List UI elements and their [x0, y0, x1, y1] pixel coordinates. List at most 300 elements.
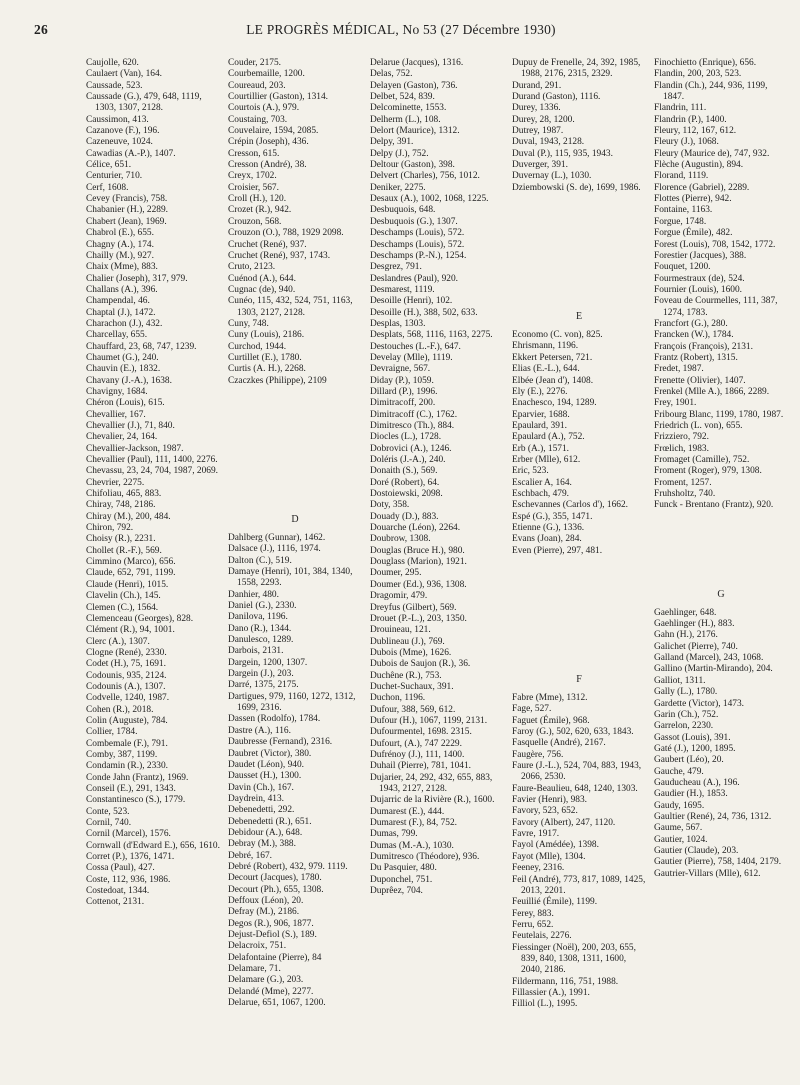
index-entry: Clavelin (Ch.), 145.	[86, 591, 161, 602]
index-entry: Debidour (A.), 648.	[228, 827, 303, 838]
index-entry: Deschamps (P.-N.), 1254.	[370, 250, 467, 261]
index-entry: Courbemaille, 1200.	[228, 69, 305, 80]
index-entry: Daubret (Victor), 380.	[228, 748, 312, 759]
index-entry: Duprêez, 704.	[370, 886, 423, 897]
index-entry: Dufour, 388, 569, 612.	[370, 704, 456, 715]
index-entry: Fribourg Blanc, 1199, 1780, 1987.	[654, 409, 784, 420]
index-entry: Delarue (Jacques), 1316.	[370, 58, 464, 68]
index-entry: Doumer, 295.	[370, 568, 422, 579]
index-entry: Delas, 752.	[370, 69, 413, 80]
index-entry: Friedrich (L. von), 655.	[654, 421, 743, 431]
index-column-4	[512, 58, 646, 1011]
index-entry: Faure-Beaulieu, 648, 1240, 1303.	[512, 783, 638, 794]
index-entry: Doumer (Ed.), 936, 1308.	[370, 579, 467, 590]
index-entry: Foveau de Courmelles, 111, 387, 1274, 1783.	[654, 296, 778, 318]
index-entry: Diocles (L.), 1728.	[370, 432, 442, 443]
index-entry: Chevallier (J.), 71, 840.	[86, 421, 175, 431]
index-entry: Doléris (J.-A.), 240.	[370, 455, 446, 466]
index-entry: Cimmino (Marco), 656.	[86, 557, 176, 568]
index-entry: Flandin (Ch.), 244, 936, 1199, 1847.	[654, 80, 768, 103]
index-entry: Chéron (Louis), 615.	[86, 398, 165, 409]
index-entry: Dano (R.), 1344.	[228, 623, 292, 634]
index-entry: Francfort (G.), 280.	[654, 318, 728, 329]
index-entry: Flèche (Augustin), 894.	[654, 160, 744, 171]
index-entry: Flandin, 200, 203, 523.	[654, 69, 742, 80]
index-entry: Daudet (Léon), 940.	[228, 759, 305, 770]
index-entry: Desoille (H.), 388, 502, 633.	[370, 307, 478, 318]
index-entry: Dimitracoff (C.), 1762.	[370, 409, 458, 420]
index-entry: Dimitracoff, 200.	[370, 398, 436, 409]
index-entry: Conte, 523.	[86, 806, 130, 817]
index-entry: Delayen (Gaston), 736.	[370, 80, 458, 91]
index-entry: Desbuquois (G.), 1307.	[370, 216, 458, 227]
index-entry: Douarche (Léon), 2264.	[370, 523, 461, 534]
index-entry: Cugnac (de), 940.	[228, 284, 296, 295]
index-entry: Fage, 527.	[512, 704, 552, 715]
index-entry: Dejust-Defiol (S.), 189.	[228, 930, 317, 940]
index-entry: Codvelle, 1240, 1987.	[86, 693, 170, 704]
index-entry: Cornil, 740.	[86, 818, 132, 829]
index-entry: Damaye (Henri), 101, 384, 1340, 1558, 2293.	[228, 567, 353, 589]
index-entry: Erb (A.), 1571.	[512, 443, 570, 454]
index-entry: Durand, 291.	[512, 80, 562, 91]
index-entry: Douady (D.), 883.	[370, 511, 439, 522]
index-entry: Darbois, 2131.	[228, 646, 284, 657]
index-entry: Coustaing, 703.	[228, 114, 288, 125]
index-entry: Decourt (Jacques), 1780.	[228, 873, 322, 884]
index-entry: Dalsace (J.), 1116, 1974.	[228, 544, 321, 555]
index-entry: Charcellay, 655.	[86, 330, 148, 341]
index-entry: Donaith (S.), 569.	[370, 466, 438, 477]
index-entry: Ekkert Petersen, 721.	[512, 352, 593, 363]
index-entry: Dufour (H.), 1067, 1199, 2131.	[370, 715, 488, 726]
index-entry: Gaume, 567.	[654, 823, 703, 834]
index-entry: Frenkel (Mlle A.), 1866, 2289.	[654, 386, 770, 397]
index-entry: Favre, 1917.	[512, 829, 560, 840]
index-entry: Cresson (André), 38.	[228, 160, 307, 171]
index-entry: Centurier, 710.	[86, 171, 143, 182]
index-entry: Escalier A, 164.	[512, 477, 572, 488]
index-entry: Delherm (L.), 108.	[370, 114, 441, 125]
index-entry: Courtois (A.), 979.	[228, 103, 300, 114]
index-entry: Froment (Roger), 979, 1308.	[654, 466, 762, 477]
index-entry: Debray (M.), 388.	[228, 839, 296, 850]
index-entry: Erber (Mlle), 612.	[512, 454, 581, 465]
index-entry: Dufourmentel, 1698. 2315.	[370, 727, 472, 738]
index-entry: Durey, 28, 1200.	[512, 114, 575, 125]
index-entry: Courtillier (Gaston), 1314.	[228, 92, 328, 103]
index-entry: Caujolle, 620.	[86, 58, 139, 68]
index-entry: Duvernay (L.), 1030.	[512, 171, 592, 182]
index-entry: Dragomir, 479.	[370, 591, 428, 602]
index-entry: Delpy (J.), 752.	[370, 148, 429, 159]
index-entry: Comby, 387, 1199.	[86, 749, 158, 760]
index-entry: Crozet (R.), 942.	[228, 205, 292, 216]
index-entry: Ferru, 652.	[512, 919, 554, 930]
index-entry: Du Pasquier, 480.	[370, 863, 437, 874]
index-entry: Fruhsholtz, 740.	[654, 489, 716, 500]
index-entry: Chagny (A.), 174.	[86, 239, 154, 250]
index-entry: Dreyfus (Gilbert), 569.	[370, 602, 457, 613]
index-entry: Caussade (G.), 479, 648, 1119, 1303, 1307, 2128.	[86, 92, 202, 114]
index-entry: Coureaud, 203.	[228, 80, 286, 91]
index-entry: Chevassu, 23, 24, 704, 1987, 2069.	[86, 466, 219, 477]
index-column-3	[370, 58, 504, 897]
index-entry: Chauffard, 23, 68, 747, 1239.	[86, 341, 197, 352]
index-entry: Epaulard (A.), 752.	[512, 432, 585, 443]
index-entry: Chailly (M.), 927.	[86, 250, 154, 261]
index-entry: Clemenceau (Georges), 828.	[86, 613, 194, 624]
index-entry: Etienne (G.), 1336.	[512, 522, 585, 533]
index-entry: Dupuy de Frenelle, 24, 392, 1985, 1988, 2176, 2315, 2329.	[512, 58, 641, 80]
index-entry: Dartigues, 979, 1160, 1272, 1312, 1699, 2316.	[228, 691, 356, 714]
index-entry: Degos (R.), 906, 1877.	[228, 918, 314, 929]
index-entry: Dastre (A.), 116.	[228, 725, 291, 736]
index-entry: Codet (H.), 75, 1691.	[86, 659, 166, 670]
index-entry: Célice, 651.	[86, 160, 132, 171]
index-entry: Dobrovici (A.), 1246.	[370, 443, 452, 454]
index-entry: Gautrier-Villars (Mlle), 612.	[654, 868, 761, 879]
index-entry: Cuny, 748.	[228, 318, 269, 329]
index-entry: Duchêne (R.), 753.	[370, 670, 442, 681]
index-entry: Delpy, 391.	[370, 137, 414, 148]
index-entry: Diday (P.), 1059.	[370, 375, 434, 386]
index-entry: Fayol (Amédée), 1398.	[512, 840, 599, 851]
index-entry: Conseil (E.), 291, 1343.	[86, 784, 176, 794]
index-entry: Cuny (Louis), 2186.	[228, 330, 305, 341]
index-entry: Gauducheau (A.), 196.	[654, 777, 740, 788]
index-entry: Eschbach, 479.	[512, 488, 570, 499]
index-column-1	[86, 58, 220, 909]
index-entry: Clément (R.), 94, 1001.	[86, 625, 175, 636]
index-entry: Dziembowski (S. de), 1699, 1986.	[512, 182, 641, 193]
index-entry: Gaultier (René), 24, 736, 1312.	[654, 811, 772, 822]
index-column-2	[228, 58, 362, 1009]
index-entry: Chabrol (E.), 655.	[86, 228, 154, 239]
index-entry: Delamare, 71.	[228, 964, 281, 975]
index-entry: Garin (Ch.), 752.	[654, 709, 719, 720]
index-entry: Caussimon, 413.	[86, 114, 149, 125]
index-entry: Gauche, 479.	[654, 766, 704, 777]
index-entry: Deniker, 2275.	[370, 182, 426, 193]
index-entry: Dujarric de la Rivière (R.), 1600.	[370, 795, 495, 806]
index-entry: Economo (C. von), 825.	[512, 330, 603, 341]
index-entry: Delcominette, 1553.	[370, 103, 447, 114]
index-entry: Fildermann, 116, 751, 1988.	[512, 976, 619, 987]
index-entry: Douglas (Bruce H.), 980.	[370, 545, 465, 556]
index-entry: Deschamps (Louis), 572.	[370, 239, 465, 250]
index-entry: Crouzon (O.), 788, 1929 2098.	[228, 228, 344, 239]
index-entry: Ely (E.), 2276.	[512, 386, 568, 397]
index-entry: Faguet (Émile), 968.	[512, 715, 590, 726]
index-entry: Cunéo, 115, 432, 524, 751, 1163, 1303, 2127, 2128.	[228, 296, 353, 318]
index-entry: Conde Jahn (Frantz), 1969.	[86, 772, 189, 783]
index-entry: Deltour (Gaston), 398.	[370, 160, 455, 171]
index-entry: Dumitresco (Théodore), 936.	[370, 852, 480, 863]
index-entry: Gaudier (H.), 1853.	[654, 789, 728, 800]
index-entry: Fiessinger (Noël), 200, 203, 655, 839, 840, 1308, 1311, 1600, 2040, 2186.	[512, 942, 636, 976]
index-entry: Chaptal (J.), 1472.	[86, 307, 156, 318]
index-entry: Curchod, 1944.	[228, 341, 287, 352]
index-entry: Chevalier, 24, 164.	[86, 432, 158, 443]
index-entry: Feeney, 2316.	[512, 863, 565, 874]
index-entry: Florence (Gabriel), 2289.	[654, 182, 750, 193]
index-entry: Flandrin (P.), 1400.	[654, 114, 727, 125]
index-entry: Gardette (Victor), 1473.	[654, 698, 745, 709]
index-entry: Desbuquois, 648.	[370, 205, 436, 216]
index-entry: Duchet-Suchaux, 391.	[370, 681, 454, 692]
index-entry: Dutrey, 1987.	[512, 126, 564, 137]
index-entry: Duhail (Pierre), 781, 1041.	[370, 761, 472, 772]
index-entry: Cruto, 2123.	[228, 262, 276, 273]
index-entry: Develay (Mlle), 1119.	[370, 352, 453, 363]
index-entry: Gassot (Louis), 391.	[654, 732, 731, 743]
index-entry: Faugère, 756.	[512, 749, 564, 760]
index-entry: Faure (J.-L.), 524, 704, 883, 1943, 2066, 2530.	[512, 761, 642, 783]
index-entry: Favory (Albert), 247, 1120.	[512, 817, 616, 828]
index-entry: Forest (Louis), 708, 1542, 1772.	[654, 239, 776, 250]
index-entry: Frey, 1901.	[654, 398, 697, 409]
index-entry: Debenedetti (R.), 651.	[228, 816, 312, 827]
section-spacer	[654, 512, 788, 582]
index-entry: Durey, 1336.	[512, 103, 561, 114]
index-entry: Creyx, 1702.	[228, 171, 277, 182]
section-spacer	[512, 194, 646, 304]
index-entry: Collier, 1784.	[86, 727, 138, 738]
index-entry: Gaté (J.), 1200, 1895.	[654, 743, 736, 754]
index-entry: Curtis (A. H.), 2268.	[228, 364, 306, 375]
index-entry: Faroy (G.), 502, 620, 633, 1843.	[512, 727, 634, 738]
index-entry: Dumas (M.-A.), 1030.	[370, 840, 454, 851]
index-entry: Durand (Gaston), 1116.	[512, 92, 601, 103]
index-entry: Francken (W.), 1784.	[654, 330, 734, 341]
index-entry: Coste, 112, 936, 1986.	[86, 874, 171, 885]
index-entry: Fillassier (A.), 1991.	[512, 987, 590, 998]
index-entry: Duponchel, 751.	[370, 874, 433, 885]
index-entry: Forgue (Émile), 482.	[654, 228, 733, 239]
index-entry: Cossa (Paul), 427.	[86, 863, 155, 874]
index-entry: Chabert (Jean), 1969.	[86, 216, 167, 227]
index-entry: Dublineau (J.), 769.	[370, 636, 445, 647]
index-entry: Caussade, 523.	[86, 80, 143, 91]
index-entry: Danhier, 480.	[228, 589, 279, 600]
index-entry: Desoille (Henri), 102.	[370, 296, 453, 307]
index-entry: Fromaget (Camille), 752.	[654, 455, 750, 466]
index-entry: Duverger, 391.	[512, 160, 568, 171]
page-title: LE PROGRÈS MÉDICAL, No 53 (27 Décembre 1930)	[246, 22, 556, 37]
index-entry: Cohen (R.), 2018.	[86, 704, 154, 715]
index-entry: Feil (André), 773, 817, 1089, 1425, 2013, 2201.	[512, 874, 646, 896]
index-entry: Gaehlinger, 648.	[654, 607, 717, 618]
index-entry: Drouineau, 121.	[370, 625, 431, 636]
index-entry: Dufrénoy (J.), 111, 1400.	[370, 749, 465, 760]
index-entry: Evans (Joan), 284.	[512, 534, 582, 545]
index-entry: Danulesco, 1289.	[228, 635, 294, 646]
index-entry: Cazanove (F.), 196.	[86, 126, 160, 137]
index-entry: Ferey, 883.	[512, 908, 554, 919]
index-entry: Delarue, 651, 1067, 1200.	[228, 998, 326, 1009]
index-entry: Curtillet (E.), 1780.	[228, 352, 302, 363]
index-entry: Galliot, 1311.	[654, 675, 706, 686]
index-entry: Chevallier (Paul), 111, 1400, 2276.	[86, 455, 218, 466]
index-entry: Epaulard, 391.	[512, 420, 567, 431]
index-entry: Debenedetti, 292.	[228, 805, 295, 816]
index-entry: Daydrein, 413.	[228, 793, 284, 804]
index-entry: Favier (Henri), 983.	[512, 795, 587, 806]
index-entry: Cornil (Marcel), 1576.	[86, 829, 171, 840]
index-entry: Dargein, 1200, 1307.	[228, 657, 308, 668]
index-entry: Elbée (Jean d'), 1408.	[512, 375, 594, 386]
index-entry: Dujarier, 24, 292, 432, 655, 883, 1943, 2127, 2128.	[370, 772, 493, 794]
index-entry: Devraigne, 567.	[370, 364, 431, 375]
index-entry: Charachon (J.), 432.	[86, 318, 163, 329]
index-entry: Daniel (G.), 2330.	[228, 601, 297, 612]
index-entry: Garrelon, 2230.	[654, 721, 714, 732]
index-entry: Delandé (Mme), 2277.	[228, 986, 314, 997]
index-entry: Codounis, 935, 2124.	[86, 670, 167, 681]
index-entry: Filliol (L.), 1995.	[512, 999, 578, 1010]
index-entry: Chavany (J.-A.), 1638.	[86, 375, 172, 386]
index-entry: Galichet (Pierre), 740.	[654, 641, 738, 652]
index-entry: Challans (A.), 396.	[86, 284, 158, 295]
index-entry: Debré, 167.	[228, 850, 272, 861]
index-entry: Dubois de Saujon (R.), 36.	[370, 659, 471, 670]
index-entry: Espé (G.), 355, 1471.	[512, 511, 593, 522]
index-entry: Cottenot, 2131.	[86, 897, 145, 908]
index-entry: Cresson, 615.	[228, 148, 280, 159]
index-entry: Cruchet (René), 937, 1743.	[228, 250, 331, 261]
index-entry: Cevey (Francis), 758.	[86, 194, 168, 205]
index-entry: Eschevannes (Carlos d'), 1662.	[512, 500, 628, 511]
index-entry: Chiray (M.), 200, 484.	[86, 511, 171, 522]
index-entry: Frizziero, 792.	[654, 432, 709, 443]
index-entry: Daubresse (Fernand), 2316.	[228, 737, 333, 748]
index-entry: Fleury (Maurice de), 747, 932.	[654, 148, 770, 159]
index-entry: Dubois (Mme), 1626.	[370, 647, 452, 658]
index-entry: Dargein (J.), 203.	[228, 669, 294, 680]
index-entry: Chabanier (H.), 2289.	[86, 205, 169, 216]
page-number: 26	[34, 22, 48, 37]
index-entry: Croll (H.), 120.	[228, 194, 287, 205]
index-entry: Fouquet, 1200.	[654, 262, 711, 273]
index-entry: Desplats, 568, 1116, 1163, 2275.	[370, 330, 493, 341]
index-column-5	[654, 58, 788, 880]
index-entry: Chaix (Mme), 883.	[86, 262, 158, 273]
section-spacer	[512, 557, 646, 667]
index-entry: Couder, 2175.	[228, 58, 282, 68]
index-entry: Froment, 1257.	[654, 477, 712, 488]
index-entry: Gautier (Pierre), 758, 1404, 2179.	[654, 857, 782, 868]
index-entry: Drouet (P.-L.), 203, 1350.	[370, 613, 467, 624]
index-entry: Fredet, 1987.	[654, 364, 704, 375]
index-entry: Dumas, 799.	[370, 829, 418, 840]
index-entry: Crépin (Joseph), 436.	[228, 137, 309, 148]
index-entry: Flandrin, 111.	[654, 103, 707, 114]
index-entry: Chifoliau, 465, 883.	[86, 489, 162, 500]
index-entry: Florand, 1119.	[654, 171, 709, 182]
index-entry: Desgrez, 791.	[370, 262, 422, 273]
index-entry: Chaumet (G.), 240.	[86, 352, 159, 363]
index-entry: Frantz (Robert), 1315.	[654, 352, 738, 363]
index-entry: Even (Pierre), 297, 481.	[512, 545, 603, 556]
index-entry: Chollet (R.-F.), 569.	[86, 545, 162, 556]
index-entry: Finochietto (Enrique), 656.	[654, 58, 757, 68]
index-entry: Fourmestraux (de), 524.	[654, 273, 745, 284]
index-entry: Chalier (Joseph), 317, 979.	[86, 273, 188, 284]
index-entry: Deslandres (Paul), 920.	[370, 273, 459, 284]
section-letter: D	[291, 513, 299, 525]
index-entry: Fleury, 112, 167, 612.	[654, 126, 737, 137]
index-entry: Gautier, 1024.	[654, 834, 708, 845]
index-entry: Chevallier-Jackson, 1987.	[86, 443, 184, 454]
index-entry: Combemale (F.), 791.	[86, 738, 168, 749]
index-entry: Decourt (Ph.), 655, 1308.	[228, 884, 324, 895]
index-entry: Dufourt, (A.), 747 2229.	[370, 738, 462, 749]
index-entry: Feuillié (Émile), 1199.	[512, 897, 598, 908]
index-entry: Caulaert (Van), 164.	[86, 69, 163, 80]
index-entry: Desmarest, 1119.	[370, 284, 435, 295]
index-entry: Delbet, 524, 839.	[370, 92, 435, 103]
index-entry: Forgue, 1748.	[654, 216, 707, 227]
index-entry: Fayot (Mlle), 1304.	[512, 851, 586, 862]
index-entry: Gaehlinger (H.), 883.	[654, 619, 735, 630]
index-entry: Cruchet (René), 937.	[228, 239, 307, 250]
index-entry: Chiron, 792.	[86, 523, 134, 534]
page-header	[30, 22, 772, 42]
index-entry: Gahn (H.), 2176.	[654, 630, 718, 641]
index-entry: Fleury (J.), 1068.	[654, 137, 719, 148]
index-entry: Dimitresco (Th.), 884.	[370, 421, 455, 431]
index-entry: Gaubert (Léo), 20.	[654, 755, 724, 766]
index-entry: Delafontaine (Pierre), 84	[228, 952, 322, 963]
index-entry: Delacroix, 751.	[228, 941, 287, 952]
index-entry: Feutelais, 2276.	[512, 931, 572, 942]
index-entry: Dahlberg (Gunnar), 1462.	[228, 532, 326, 543]
index-entry: Dumarest (F.), 84, 752.	[370, 818, 457, 829]
index-entry: François (François), 2131.	[654, 341, 753, 352]
index-entry: Danilova, 1196.	[228, 612, 288, 623]
index-entry: Debré (Robert), 432, 979. 1119.	[228, 861, 348, 872]
index-entry: Cornwall (d'Edward E.), 656, 1610.	[86, 840, 220, 851]
section-letter: E	[575, 311, 583, 323]
index-entry: Clogne (René), 2330.	[86, 647, 167, 658]
index-entry: Douglass (Marion), 1921.	[370, 557, 467, 568]
index-entry: Funck - Brentano (Frantz), 920.	[654, 500, 774, 511]
index-entry: Couvelaire, 1594, 2085.	[228, 126, 319, 137]
index-entry: Dillard (P.), 1996.	[370, 386, 438, 397]
index-entry: Defray (M.), 2186.	[228, 907, 300, 918]
index-entry: Doré (Robert), 64.	[370, 477, 440, 488]
index-entry: Colin (Auguste), 784.	[86, 715, 168, 726]
index-entry: Clerc (A.), 1307.	[86, 636, 150, 647]
index-entry: Codounis (A.), 1307.	[86, 681, 166, 692]
index-entry: Forestier (Jacques), 388.	[654, 250, 747, 261]
index-entry: Deffoux (Léon), 20.	[228, 895, 304, 906]
index-entry: Eric, 523.	[512, 466, 549, 477]
index-entry: Frœlich, 1983.	[654, 443, 709, 454]
index-entry: Duchon, 1196.	[370, 693, 426, 704]
index-entry: Deschamps (Louis), 572.	[370, 228, 465, 239]
index-entry: Clemen (C.), 1564.	[86, 602, 159, 613]
index-entry: Choisy (R.), 2231.	[86, 534, 156, 545]
index-entry: Destouches (L.-F.), 647.	[370, 341, 461, 352]
index-entry: Desplas, 1303.	[370, 318, 426, 329]
index-entry: Claude, 652, 791, 1199.	[86, 568, 176, 579]
index-entry: Delort (Maurice), 1312.	[370, 126, 460, 137]
section-spacer	[228, 387, 362, 507]
index-entry: Chauvin (E.), 1832.	[86, 364, 161, 375]
index-entry: Delvert (Charles), 756, 1012.	[370, 171, 480, 182]
